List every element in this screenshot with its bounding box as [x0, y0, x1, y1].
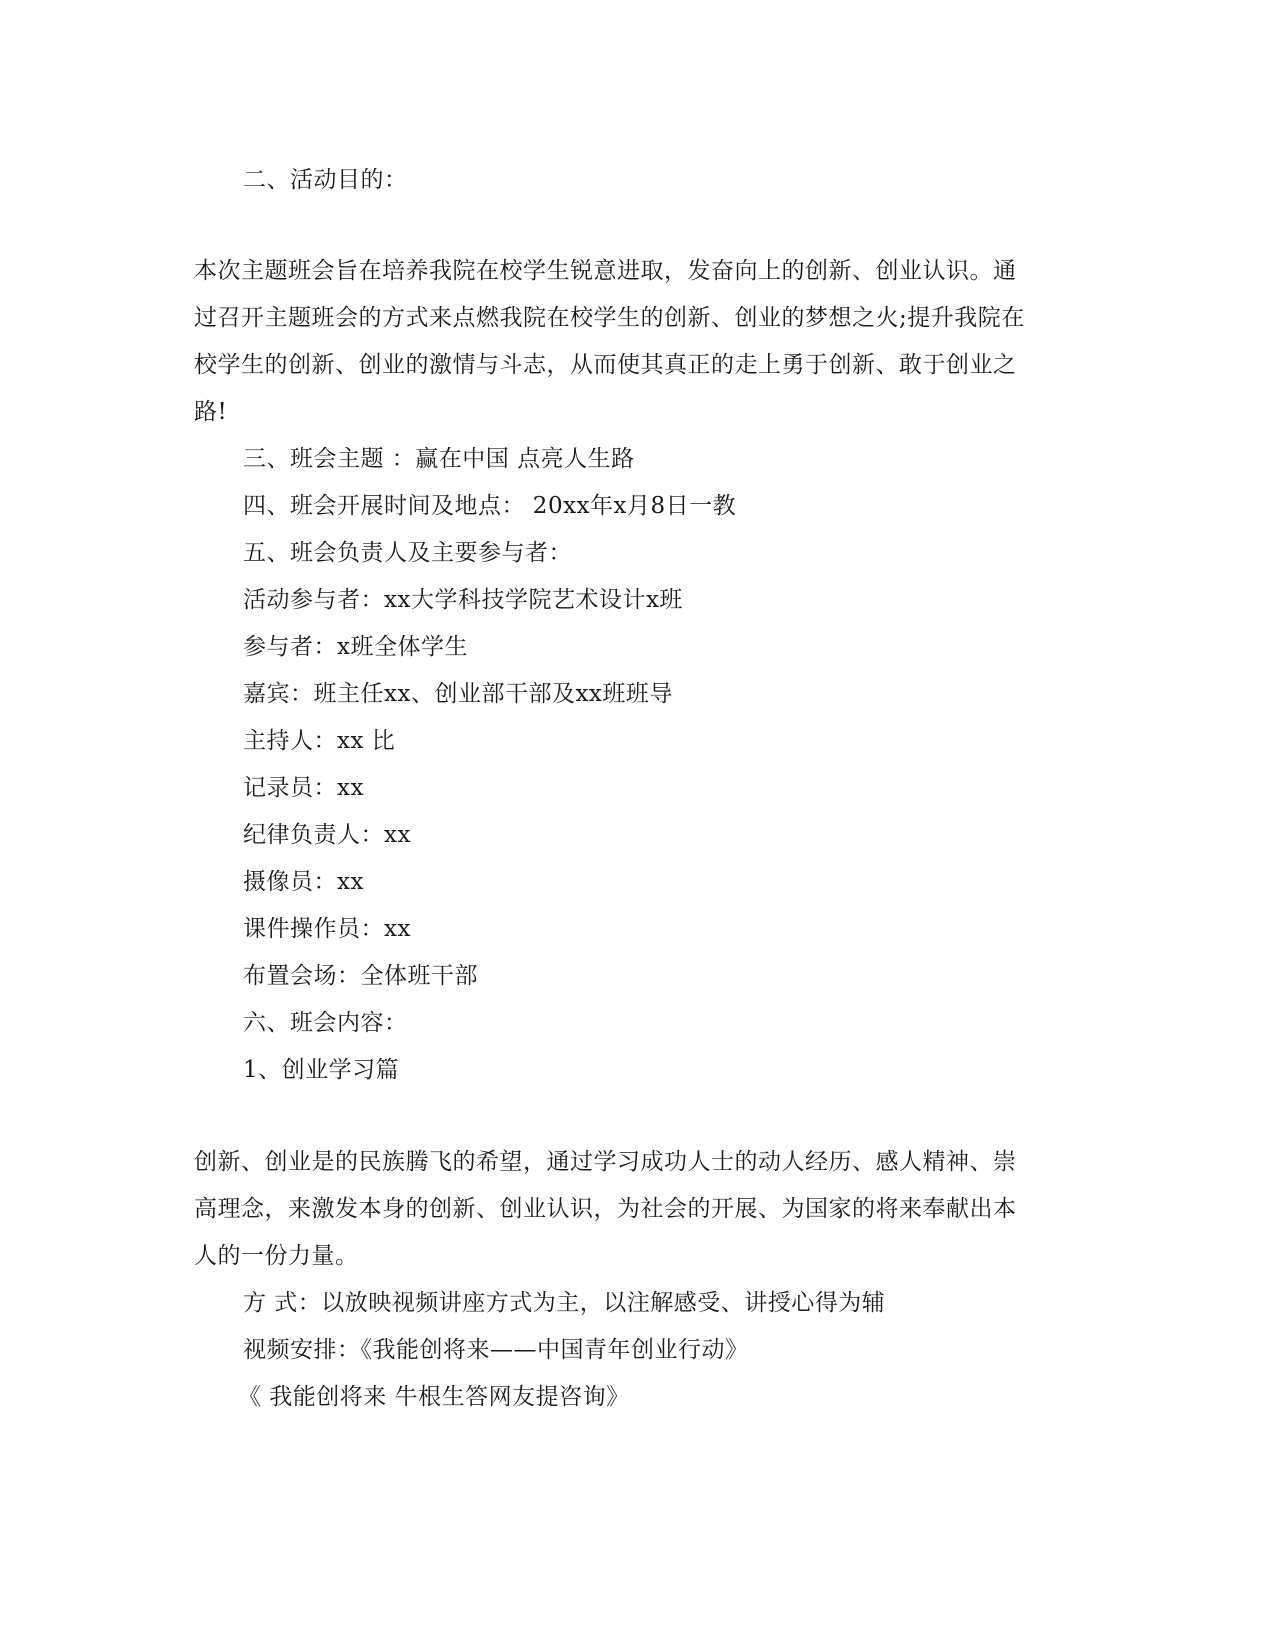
paragraph-line: 路! — [194, 399, 228, 425]
paragraph-line: 过召开主题班会的方式来点燃我院在校学生的创新、创业的梦想之火;提升我院在 — [194, 305, 1025, 331]
item-guests: 嘉宾：班主任xx、创业部干部及xx班班导 — [243, 681, 673, 707]
item-host: 主持人：xx 比 — [243, 728, 396, 754]
paragraph-line: 高理念，来激发本身的创新、创业认识，为社会的开展、为国家的将来奉献出本 — [194, 1196, 1017, 1222]
item-content-heading: 六、班会内容： — [243, 1010, 408, 1036]
item-time-place: 四、班会开展时间及地点： 20xx年x月8日一教 — [243, 493, 737, 519]
item-organizers-heading: 五、班会负责人及主要参与者： — [243, 540, 572, 566]
item-discipline: 纪律负责人：xx — [243, 822, 411, 848]
section-heading-purpose: 二、活动目的： — [243, 167, 408, 193]
paragraph-line: 创新、创业是的民族腾飞的希望，通过学习成功人士的动人经历、感人精神、崇 — [194, 1149, 1017, 1175]
item-study-heading: 1、创业学习篇 — [243, 1057, 400, 1083]
item-theme: 三、班会主题 ：赢在中国 点亮人生路 — [243, 446, 635, 472]
item-venue: 布置会场：全体班干部 — [243, 963, 478, 989]
item-participants: 参与者：x班全体学生 — [243, 634, 468, 660]
video-line-2: 《 我能创将来 牛根生答网友提咨询》 — [238, 1384, 630, 1410]
video-line: 视频安排：《我能创将来——中国青年创业行动》 — [243, 1337, 749, 1363]
item-courseware: 课件操作员：xx — [243, 916, 411, 942]
paragraph-line: 人的一份力量。 — [194, 1243, 359, 1269]
method-line: 方 式：以放映视频讲座方式为主，以注解感受、讲授心得为辅 — [243, 1290, 886, 1316]
paragraph-line: 校学生的创新、创业的激情与斗志，从而使其真正的走上勇于创新、敢于创业之 — [194, 352, 1017, 378]
item-participants-class: 活动参与者：xx大学科技学院艺术设计x班 — [243, 587, 683, 613]
item-camera: 摄像员：xx — [243, 869, 364, 895]
paragraph-line: 本次主题班会旨在培养我院在校学生锐意进取，发奋向上的创新、创业认识。通 — [194, 258, 1017, 284]
item-recorder: 记录员：xx — [243, 775, 364, 801]
